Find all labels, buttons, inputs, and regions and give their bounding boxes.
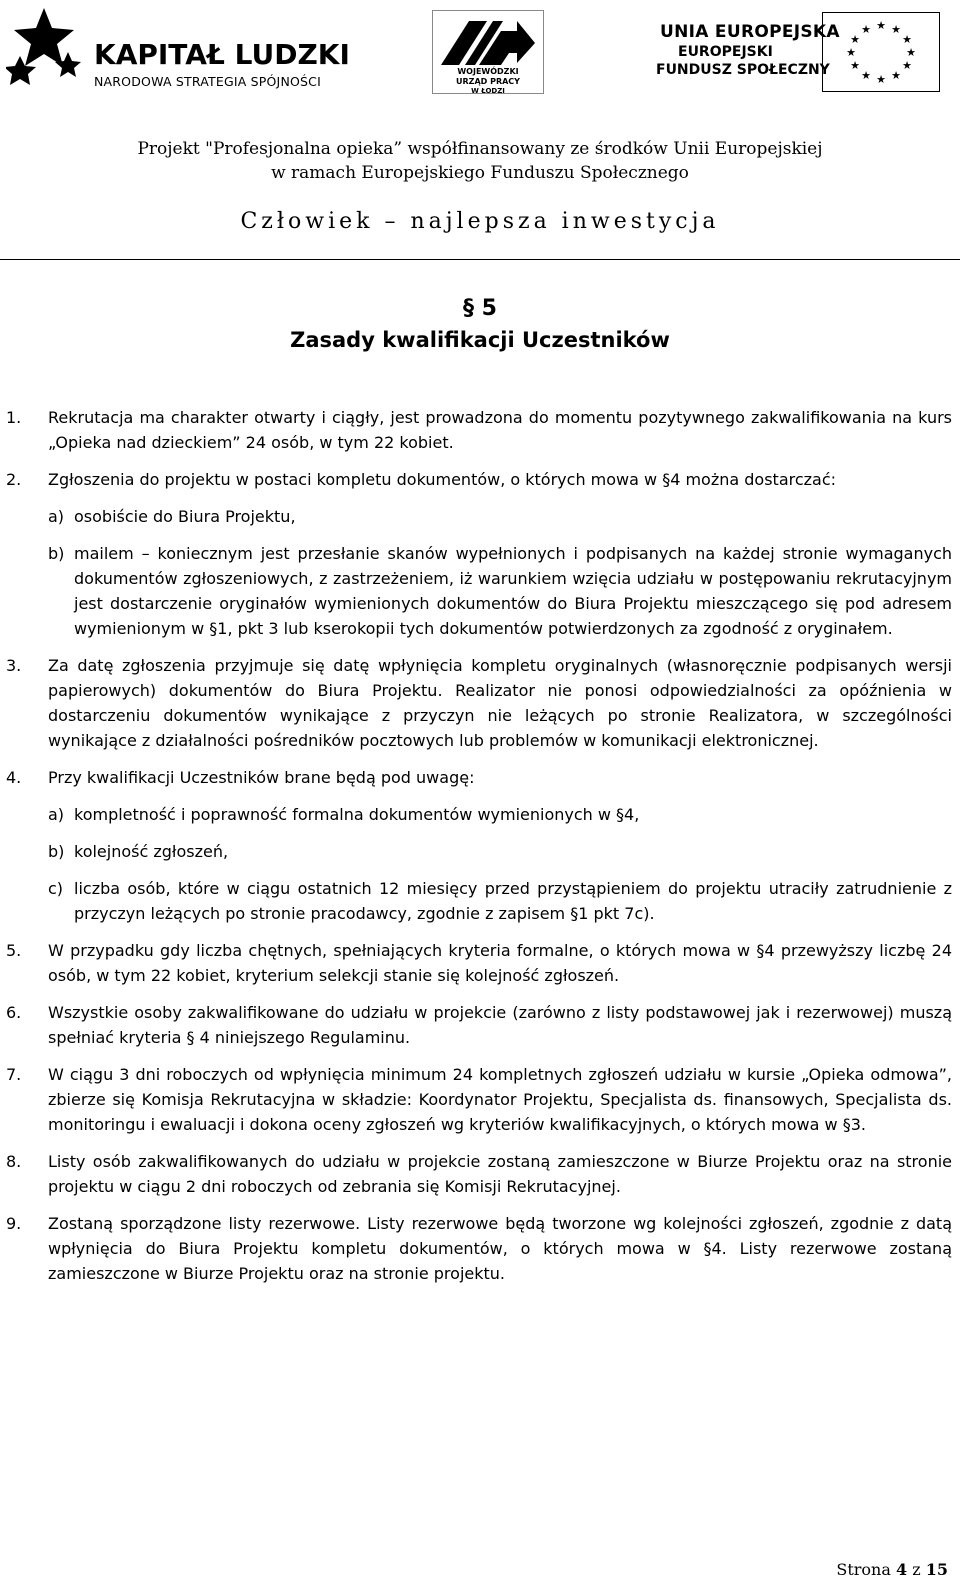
svg-text:★: ★ [861,69,871,82]
list-item [6,653,952,753]
svg-text:★: ★ [902,33,912,46]
sub-text: liczba osób, które w ciągu ostatnich 12 miesięcy przed przystąpieniem do projektu utraciły zatrudnienie z przyczyn leżących po stronie pracodawcy, zgodnie z zapisem §1 pkt 7c). [74,879,952,923]
item-text: Rekrutacja ma charakter otwarty i ciągły, jest prowadzona do momentu pozytywnego zakwalifikowania na kurs „Opieka nad dzieckiem” 24 osób, w tym 22 kobiet. [48,408,952,452]
list-item [6,1062,952,1137]
sub-item [48,504,952,529]
sub-text: mailem – koniecznym jest przesłanie skanów wypełnionych i podpisanych na każdej stronie wymaganych dokumentów zgłoszeniowych, z zastrzeżeniem, iż warunkiem wzięcia udziału w postępowaniu rekrutacyjnym jest dostarczenie oryginałów wymienionych dokumentów do Biura Projektu mieszczącego się pod adresem wymienionym w §1, pkt 3 lub kserokopii tych dokumentów potwierdzonych za zgodność z oryginałem. [74,544,952,638]
item-number: 1. [6,408,22,427]
page-header [0,0,960,262]
page-number [836,1560,948,1579]
svg-text:★: ★ [891,69,901,82]
project-line1: Projekt "Profesjonalna opieka” współfinansowany ze środków Unii Europejskiej [137,139,823,159]
wup-logo [432,10,544,94]
item-number: 9. [6,1214,22,1233]
motto: Człowiek – najlepsza inwestycja [240,209,720,234]
arrow-emblem-icon [439,15,537,67]
item-text: Za datę zgłoszenia przyjmuje się datę wpłynięcia kompletu oryginalnych (własnoręcznie podpisanych wersji papierowych) dokumentów do Biura Projektu. Realizator nie ponosi odpowiedzialności za opóźnienia w dostarczeniu dokumentów wynikające z przyczyn nie leżących po stronie Realizatora, w szczególności wynikające z działalności pośredników pocztowych lub problemów w komunikacji elektronicznej. [48,656,952,750]
list-item [6,1000,952,1050]
total-pages: 15 [925,1560,948,1579]
item-text: Zostaną sporządzone listy rezerwowe. Listy rezerwowe będą tworzone wg kolejności zgłoszeń, zgodnie z datą wpłynięcia do Biura Projektu kompletu dokumentów, o których mowa w §4. Listy rezerwowe zostaną zamieszczone w Biurze Projektu oraz na stronie projektu. [48,1214,952,1283]
item-number: 3. [6,656,22,675]
wup-line1: WOJEWÓDZKI [457,67,519,76]
item-number: 2. [6,470,22,489]
item-number: 6. [6,1003,22,1022]
sub-letter: b) [48,842,65,861]
sub-item [48,541,952,641]
svg-text:★: ★ [850,33,860,46]
wup-line2: URZĄD PRACY [456,77,520,86]
svg-text:★: ★ [891,23,901,36]
of-label: z [912,1560,921,1579]
list-item [6,1211,952,1286]
sub-text: kompletność i poprawność formalna dokumentów wymienionych w §4, [74,805,640,824]
ue-line2: EUROPEJSKI [678,44,773,60]
page-label: Strona [836,1560,891,1579]
kapital-ludzki-subtitle: NARODOWA STRATEGIA SPÓJNOŚCI [94,74,321,89]
list-item [6,405,952,455]
item-number: 5. [6,941,22,960]
ue-line3: FUNDUSZ SPOŁECZNY [656,62,830,78]
sub-item [48,876,952,926]
item-text: W ciągu 3 dni roboczych od wpłynięcia minimum 24 kompletnych zgłoszeń udziału w kursie „Opieka odmowa”, zbierze się Komisja Rekrutacyjna w składzie: Koordynator Projektu, Specjalista ds. finansowych, Specjalista ds. monitoringu i ewaluacji i dokona oceny zgłoszeń wg kryteriów kwalifikacyjnych, o których mowa w §3. [48,1065,952,1134]
sub-letter: a) [48,507,65,526]
kapital-ludzki-logo [6,4,356,96]
item-number: 7. [6,1065,22,1084]
ue-logo [650,18,950,98]
item-text: Przy kwalifikacji Uczestników brane będą pod uwagę: [48,768,475,787]
sub-text: osobiście do Biura Projektu, [74,507,296,526]
section-title: Zasady kwalifikacji Uczestników [290,328,670,352]
sub-text: kolejność zgłoszeń, [74,842,229,861]
current-page: 4 [895,1560,908,1579]
document-body [0,405,960,1298]
sub-letter: c) [48,879,64,898]
item-number: 4. [6,768,22,787]
svg-text:★: ★ [876,73,886,86]
item-text: Listy osób zakwalifikowanych do udziału w projekcie zostaną zamieszczone w Biurze Projektu oraz na stronie projektu w ciągu 2 dni roboczych od zebrania się Komisji Rekrutacyjnej. [48,1152,952,1196]
sub-item [48,839,952,864]
wup-line3: W ŁODZI [471,87,505,95]
svg-text:★: ★ [906,46,916,59]
item-text: Zgłoszenia do projektu w postaci kompletu dokumentów, o których mowa w §4 można dostarczać: [48,470,837,489]
project-line2: w ramach Europejskiego Funduszu Społecznego [271,163,689,183]
svg-text:★: ★ [850,59,860,72]
svg-text:★: ★ [846,46,856,59]
header-divider [0,259,960,260]
eu-flag-icon [822,12,940,92]
sub-letter: a) [48,805,65,824]
list-item [6,938,952,988]
list-item [6,765,952,926]
list-item [6,1149,952,1199]
section-number: § 5 [463,296,497,321]
kapital-ludzki-title: KAPITAŁ LUDZKI [94,38,350,71]
list-item [6,467,952,641]
sub-item [48,802,952,827]
item-text: W przypadku gdy liczba chętnych, spełniających kryteria formalne, o których mowa w §4 przewyższy liczbę 24 osób, w tym 22 kobiet, kryterium selekcji stanie się kolejność zgłoszeń. [48,941,952,985]
svg-text:★: ★ [876,19,886,32]
sub-letter: b) [48,544,65,563]
item-text: Wszystkie osoby zakwalifikowane do udziału w projekcie (zarówno z listy podstawowej jak i rezerwowej) muszą spełniać kryteria § 4 niniejszego Regulaminu. [48,1003,952,1047]
item-number: 8. [6,1152,22,1171]
stars-icon [6,4,90,96]
svg-text:★: ★ [861,23,871,36]
svg-text:★: ★ [902,59,912,72]
ue-line1: UNIA EUROPEJSKA [660,22,840,42]
